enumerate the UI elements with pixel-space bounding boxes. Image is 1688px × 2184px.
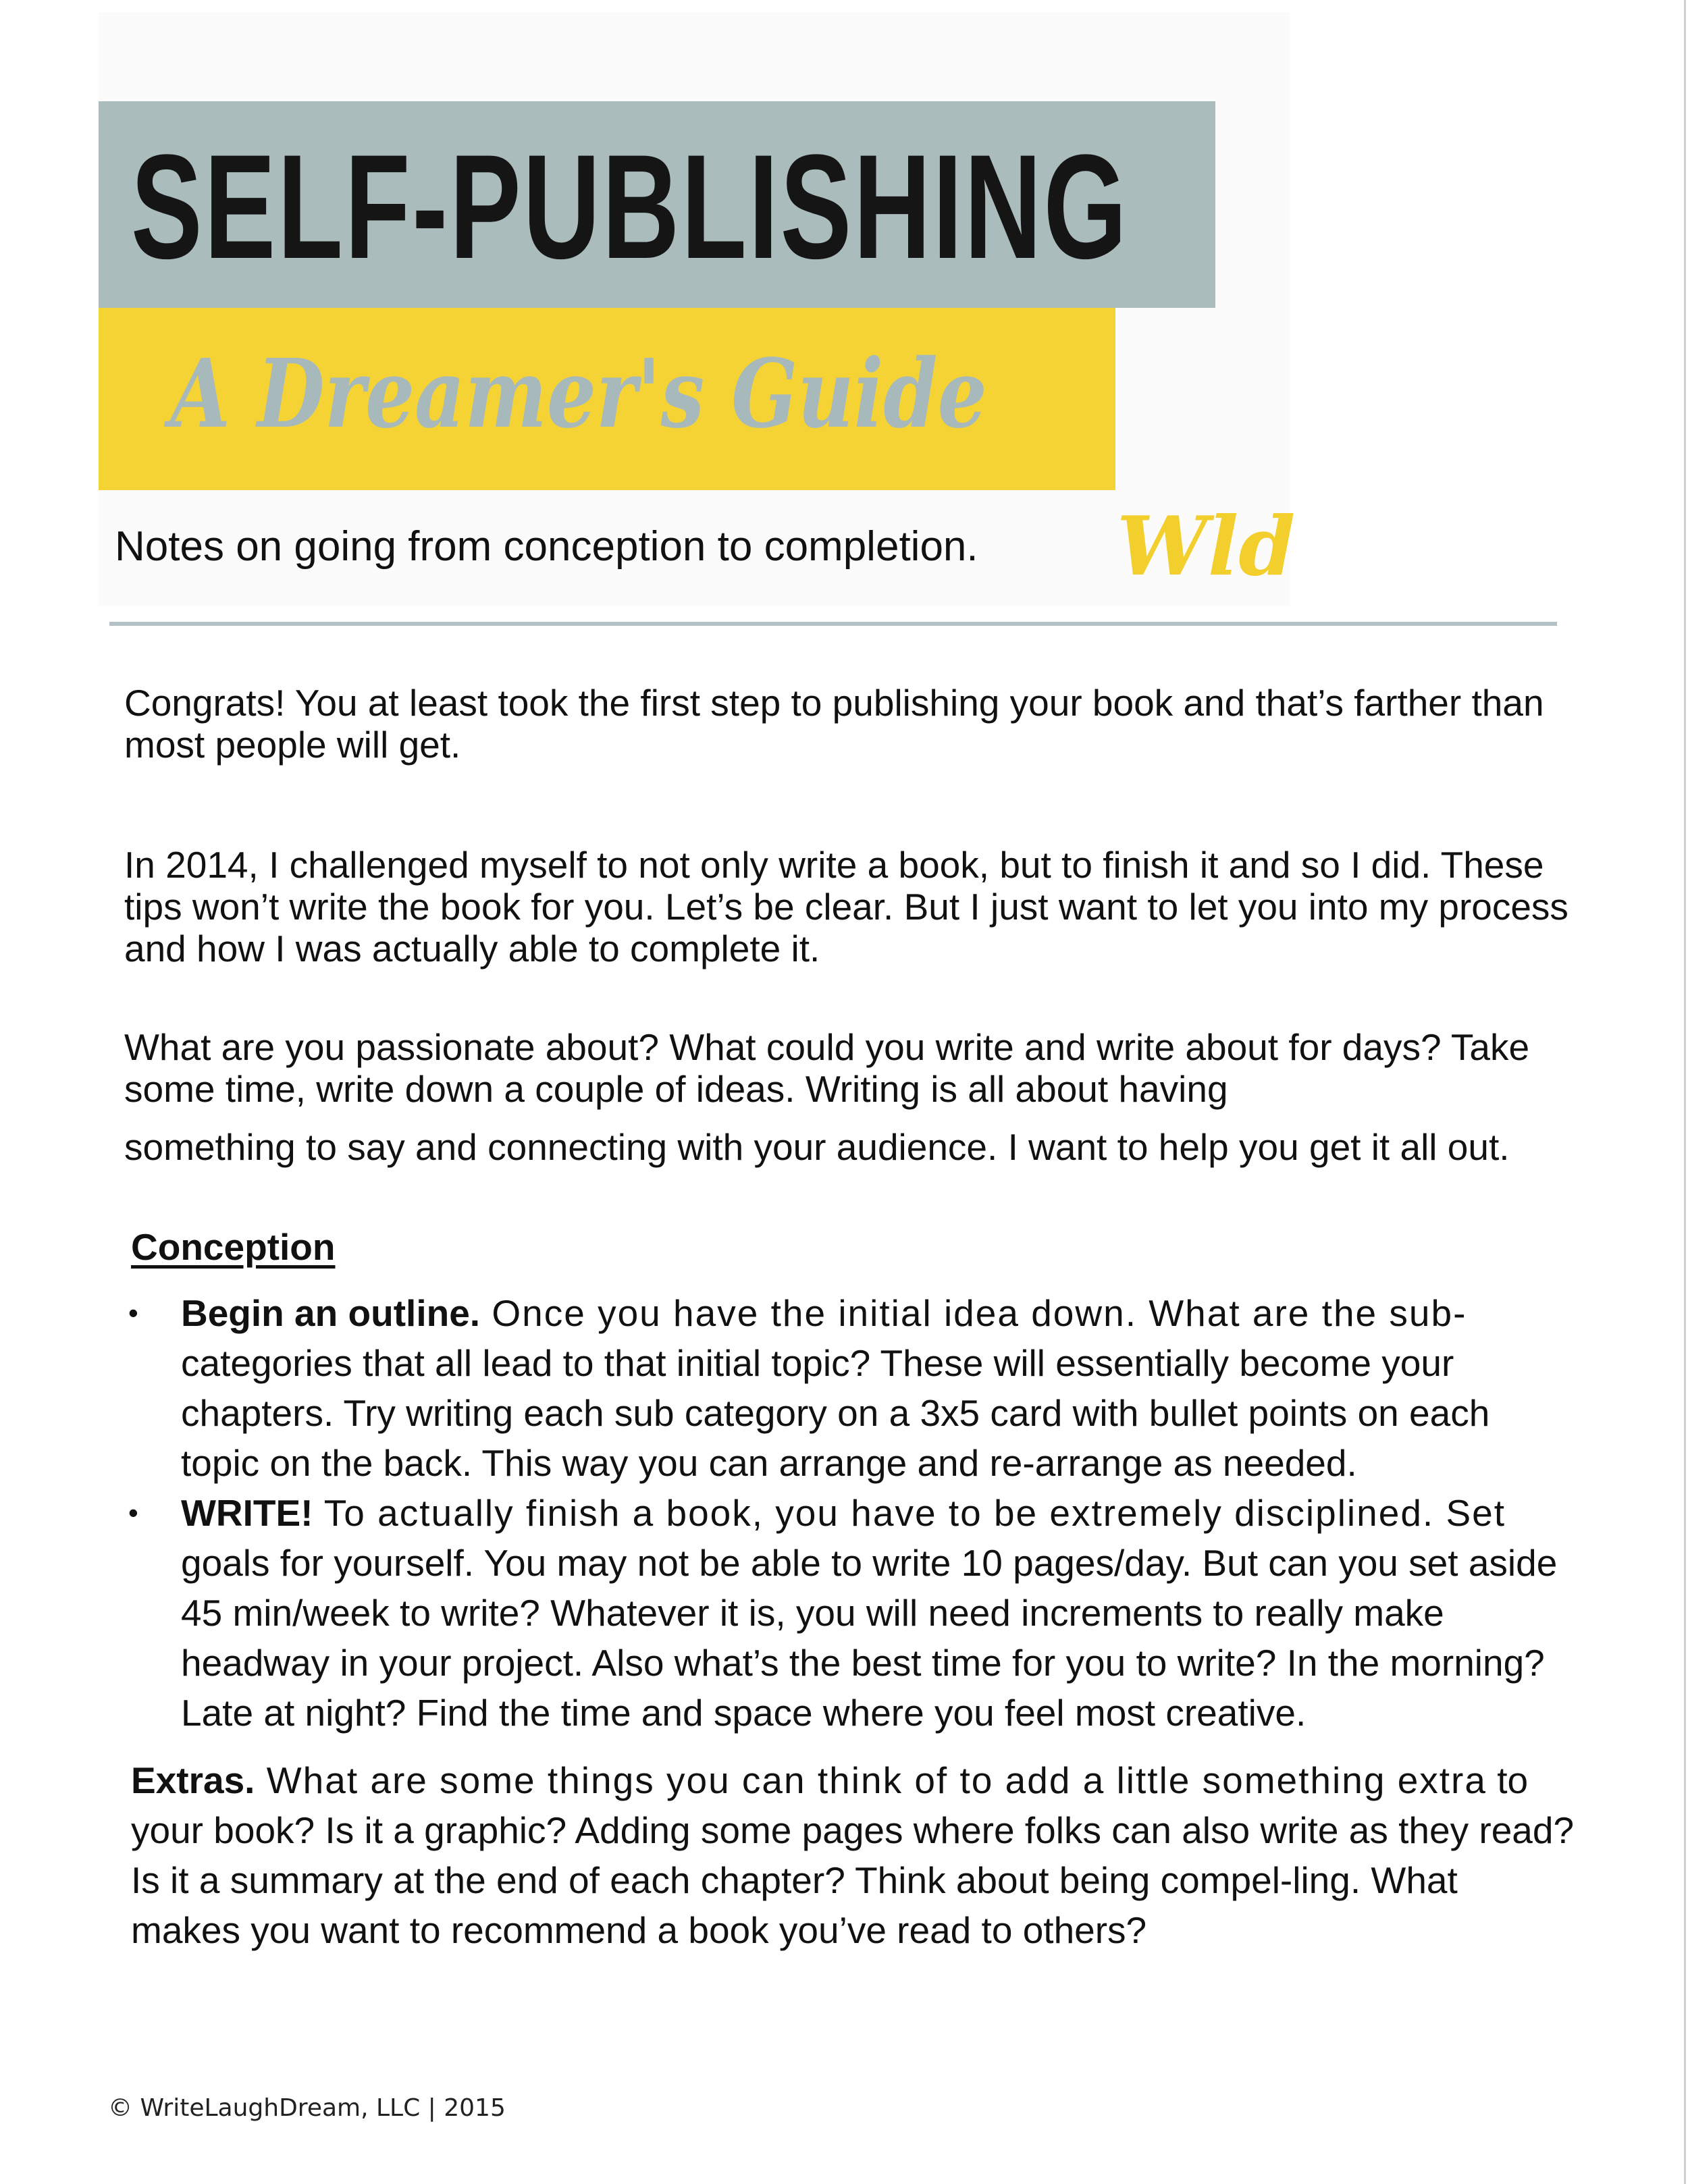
intro-paragraph-3	[124, 1026, 1583, 1168]
copyright-footer: © WriteLaughDream, LLC | 2015	[108, 2094, 506, 2122]
list-item	[122, 1488, 1566, 1738]
intro-paragraph-3-part-1: What are you passionate about? What could you write and write about for days? Take some time, write down a couple of ideas. Writing is all about having	[124, 1026, 1530, 1110]
list-item-body: categories that all lead to that initial topic? These will essentially become your chapters. Try writing each sub category on a 3x5 card with bullet points on each topic on the back. This way you can arrange and re-arrange as needed.	[181, 1342, 1490, 1484]
list-item	[122, 1288, 1566, 1488]
extras-lead: Extras.	[131, 1759, 255, 1801]
list-item-lead: Begin an outline.	[181, 1292, 481, 1334]
bullet-icon: •	[128, 1297, 138, 1329]
tagline: Notes on going from conception to completion.	[115, 523, 978, 570]
intro-paragraph-2: In 2014, I challenged myself to not only write a book, but to finish it and so I did. These tips won’t write the book for you. Let’s be clear. But I just want to let you into my process and how I was actually able to complete it.	[124, 844, 1568, 969]
wld-logo: Wld	[1117, 499, 1296, 594]
document-title: SELF-PUBLISHING	[131, 124, 1129, 290]
extras-body: to your book? Is it a graphic? Adding some pages where folks can also write as they read? Is it a summary at the end of each chapter? Think about being compel-ling. What makes you want to recommend a book you’ve read to others?	[131, 1759, 1575, 1951]
document-subtitle: A Dreamer's Guide	[170, 339, 987, 450]
extras-paragraph	[131, 1755, 1576, 1955]
intro-paragraph-3-part-2: something to say and connecting with your audience. I want to help you get it all out.	[124, 1126, 1510, 1168]
conception-list	[122, 1288, 1566, 1738]
header-divider	[109, 622, 1557, 626]
bullet-icon: •	[128, 1497, 138, 1528]
page-edge	[1684, 0, 1686, 2184]
intro-paragraph-1: Congrats! You at least took the first step to publishing your book and that’s farther than most people will get.	[124, 682, 1544, 766]
list-item-lead: WRITE!	[181, 1492, 313, 1534]
section-heading-conception: Conception	[131, 1226, 336, 1268]
extras-first-line: What are some things you can think of to add a little something extra	[255, 1759, 1487, 1801]
list-item-first-line: Once you have the initial idea down. What are the sub-	[480, 1292, 1467, 1334]
list-item-first-line: To actually finish a book, you have to be extremely disciplined. Set	[313, 1492, 1506, 1534]
list-item-body: goals for yourself. You may not be able to write 10 pages/day. But can you set aside 45 min/week to write? Whatever it is, you will need increments to really make headway in your project. Also what’s the best time for you to write? In the morning? Late at night? Find the time and space where you feel most creative.	[181, 1542, 1558, 1734]
